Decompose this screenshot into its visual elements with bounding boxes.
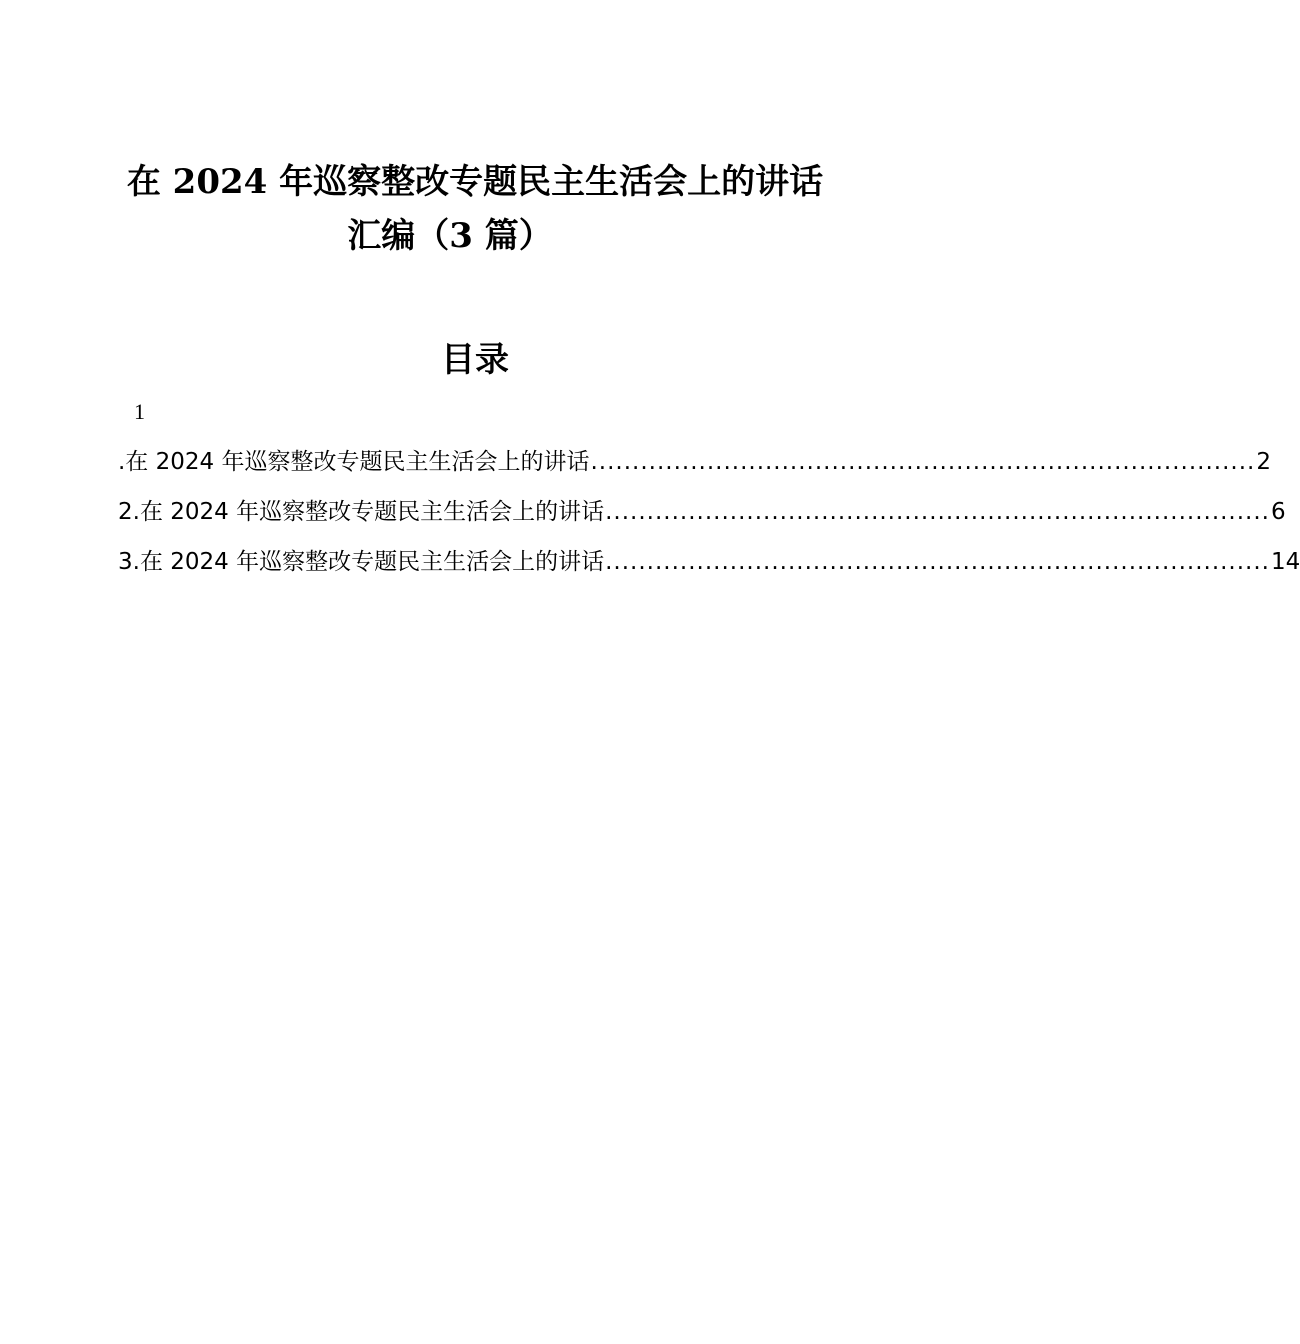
toc-stray-number: 1 <box>134 399 145 424</box>
toc-entry-page: 6 <box>1271 499 1286 525</box>
toc-entry[interactable] <box>118 542 1300 582</box>
toc-entry-label: .在 2024 年巡察整改专题民主生活会上的讲话 <box>118 449 590 475</box>
toc-entry[interactable] <box>118 442 1271 482</box>
toc-dot-leader: ................................................................................ <box>590 449 1256 475</box>
document-title-line-2: 汇编（3 篇） <box>347 216 553 256</box>
toc-entry[interactable] <box>118 492 1286 532</box>
toc-heading: 目录 <box>441 340 509 380</box>
toc-entry-label: 3.在 2024 年巡察整改专题民主生活会上的讲话 <box>118 549 605 575</box>
toc-entry-page: 2 <box>1256 449 1271 475</box>
toc-entry-label: 2.在 2024 年巡察整改专题民主生活会上的讲话 <box>118 499 605 525</box>
document-title-line-1: 在 2024 年巡察整改专题民主生活会上的讲话 <box>126 162 824 202</box>
toc-entry-page: 14 <box>1271 549 1300 575</box>
toc-dot-leader: ................................................................................ <box>605 499 1270 525</box>
toc-dot-leader: ................................................................................ <box>605 549 1270 575</box>
